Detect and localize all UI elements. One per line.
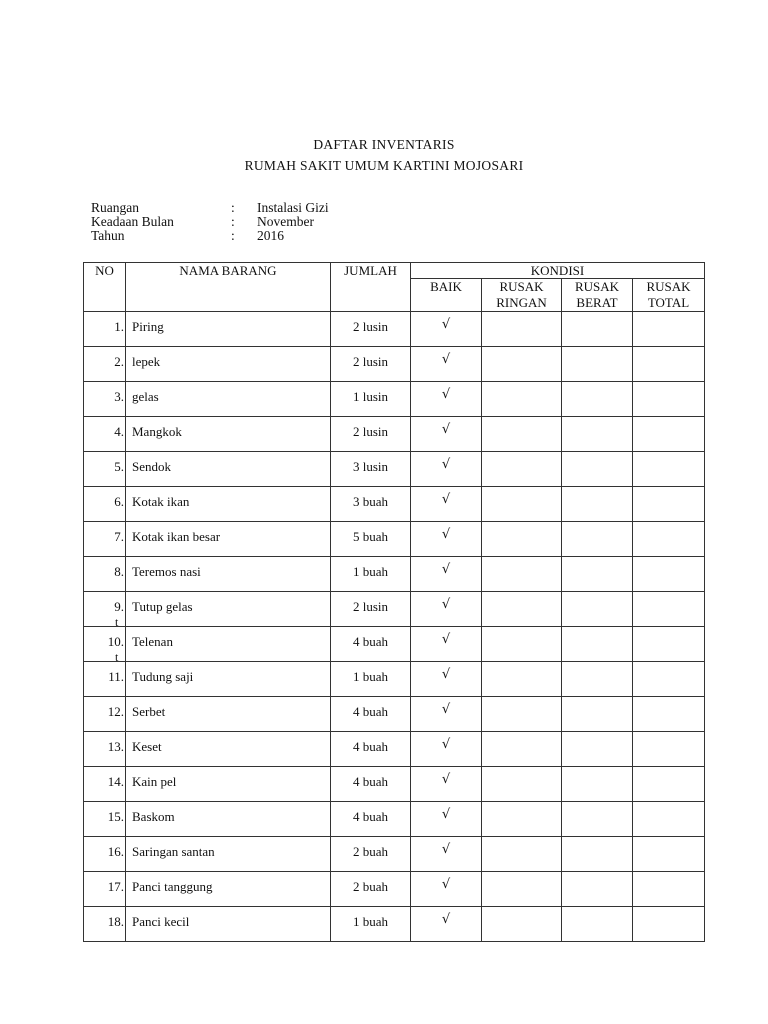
cell-rusak-ringan [482, 662, 562, 697]
cell-rusak-ringan [482, 487, 562, 522]
cell-baik [411, 697, 482, 732]
item-quantity: 1 buah [352, 914, 389, 929]
cell-nama-barang [126, 837, 331, 872]
cell-rusak-berat [562, 417, 633, 452]
cell-jumlah [331, 872, 411, 907]
item-name: lepek [132, 354, 161, 369]
meta-value: 2016 [257, 228, 284, 243]
cell-rusak-total [633, 767, 705, 802]
item-quantity: 1 buah [352, 669, 389, 684]
cell-rusak-total [633, 557, 705, 592]
table-row [84, 627, 705, 662]
item-quantity: 2 lusin [352, 599, 389, 614]
cell-rusak-ringan [482, 347, 562, 382]
item-name: Kotak ikan besar [132, 529, 221, 544]
meta-value: November [257, 214, 314, 229]
table-row [84, 592, 705, 627]
cell-no [84, 662, 126, 697]
cell-no [84, 347, 126, 382]
cell-baik [411, 522, 482, 557]
row-number: 16. [107, 844, 124, 859]
cell-baik [411, 347, 482, 382]
item-quantity: 2 buah [352, 879, 389, 894]
cell-rusak-ringan [482, 382, 562, 417]
table-row [84, 767, 705, 802]
cell-baik [411, 732, 482, 767]
cell-rusak-ringan [482, 767, 562, 802]
header-rusak-berat: RUSAK BERAT [562, 279, 633, 312]
cell-rusak-berat [562, 662, 633, 697]
cell-jumlah [331, 662, 411, 697]
document-subtitle: RUMAH SAKIT UMUM KARTINI MOJOSARI [244, 158, 524, 173]
cell-rusak-berat [562, 627, 633, 662]
item-name: Tudung saji [132, 669, 194, 684]
header-nama-barang: NAMA BARANG [126, 263, 331, 312]
table-row [84, 312, 705, 347]
cell-no [84, 592, 126, 627]
cell-rusak-ringan [482, 907, 562, 942]
check-mark-icon: √ [441, 632, 451, 647]
item-quantity: 5 buah [352, 529, 389, 544]
cell-nama-barang [126, 907, 331, 942]
cell-no [84, 767, 126, 802]
item-quantity: 4 buah [352, 774, 389, 789]
row-number: 13. [107, 739, 124, 754]
cell-no [84, 697, 126, 732]
cell-nama-barang [126, 347, 331, 382]
cell-rusak-berat [562, 312, 633, 347]
header-rusak-ringan: RUSAK RINGAN [482, 279, 562, 312]
check-mark-icon: √ [441, 667, 451, 682]
item-quantity: 2 lusin [352, 354, 389, 369]
cell-rusak-ringan [482, 802, 562, 837]
cell-jumlah [331, 627, 411, 662]
table-row [84, 417, 705, 452]
item-name: Saringan santan [132, 844, 215, 859]
table-row [84, 347, 705, 382]
row-number: 11. [108, 669, 124, 684]
header-no: NO [84, 263, 126, 312]
header-rusak-total: RUSAK TOTAL [633, 279, 705, 312]
check-mark-icon: √ [441, 597, 451, 612]
cell-rusak-berat [562, 487, 633, 522]
cell-rusak-berat [562, 802, 633, 837]
check-mark-icon: √ [441, 317, 451, 332]
table-row [84, 907, 705, 942]
cell-nama-barang [126, 697, 331, 732]
inventory-table [83, 262, 705, 942]
row-number: 8. [114, 564, 124, 579]
row-number-overflow: t [115, 615, 119, 627]
meta-label: Keadaan Bulan [91, 214, 174, 229]
row-number: 14. [107, 774, 124, 789]
cell-no [84, 487, 126, 522]
cell-rusak-total [633, 452, 705, 487]
cell-baik [411, 627, 482, 662]
cell-rusak-berat [562, 382, 633, 417]
item-quantity: 4 buah [352, 809, 389, 824]
table-row [84, 557, 705, 592]
cell-rusak-total [633, 592, 705, 627]
row-number: 4. [114, 424, 124, 439]
cell-no [84, 557, 126, 592]
cell-no [84, 837, 126, 872]
header-baik: BAIK [411, 279, 482, 312]
check-mark-icon: √ [441, 352, 451, 367]
cell-jumlah [331, 522, 411, 557]
item-name: Panci tanggung [132, 879, 213, 894]
cell-nama-barang [126, 627, 331, 662]
cell-rusak-berat [562, 522, 633, 557]
row-number: 18. [107, 914, 124, 929]
row-number-overflow: t [115, 650, 119, 662]
cell-rusak-ringan [482, 732, 562, 767]
cell-rusak-ringan [482, 627, 562, 662]
cell-rusak-berat [562, 452, 633, 487]
row-number: 15. [107, 809, 124, 824]
cell-baik [411, 592, 482, 627]
item-quantity: 4 buah [352, 739, 389, 754]
table-row [84, 837, 705, 872]
cell-jumlah [331, 837, 411, 872]
check-mark-icon: √ [441, 877, 451, 892]
cell-jumlah [331, 767, 411, 802]
cell-rusak-total [633, 627, 705, 662]
cell-rusak-ringan [482, 417, 562, 452]
row-number: 12. [107, 704, 124, 719]
cell-baik [411, 872, 482, 907]
table-header-row [84, 263, 705, 279]
cell-jumlah [331, 487, 411, 522]
item-name: Piring [132, 319, 164, 334]
cell-no [84, 522, 126, 557]
cell-no [84, 627, 126, 662]
cell-rusak-berat [562, 767, 633, 802]
row-number: 10. [107, 634, 124, 649]
cell-jumlah [331, 452, 411, 487]
item-name: Serbet [132, 704, 166, 719]
item-quantity: 4 buah [352, 634, 389, 649]
meta-label: Tahun [91, 228, 125, 243]
cell-nama-barang [126, 312, 331, 347]
cell-rusak-total [633, 697, 705, 732]
cell-rusak-ringan [482, 837, 562, 872]
table-row [84, 872, 705, 907]
check-mark-icon: √ [441, 527, 451, 542]
cell-rusak-total [633, 382, 705, 417]
cell-no [84, 382, 126, 417]
item-name: gelas [132, 389, 159, 404]
cell-nama-barang [126, 382, 331, 417]
cell-no [84, 872, 126, 907]
cell-jumlah [331, 347, 411, 382]
cell-rusak-berat [562, 347, 633, 382]
header-kondisi: KONDISI [411, 263, 705, 279]
cell-baik [411, 312, 482, 347]
check-mark-icon: √ [441, 807, 451, 822]
table-row [84, 487, 705, 522]
cell-baik [411, 662, 482, 697]
check-mark-icon: √ [441, 492, 451, 507]
row-number: 6. [114, 494, 124, 509]
table-row [84, 452, 705, 487]
cell-rusak-berat [562, 592, 633, 627]
cell-rusak-total [633, 802, 705, 837]
cell-jumlah [331, 732, 411, 767]
row-number: 2. [114, 354, 124, 369]
cell-baik [411, 557, 482, 592]
check-mark-icon: √ [441, 737, 451, 752]
item-quantity: 3 lusin [352, 459, 389, 474]
item-quantity: 2 buah [352, 844, 389, 859]
cell-rusak-ringan [482, 557, 562, 592]
cell-baik [411, 487, 482, 522]
cell-rusak-ringan [482, 522, 562, 557]
cell-nama-barang [126, 452, 331, 487]
cell-nama-barang [126, 662, 331, 697]
check-mark-icon: √ [441, 422, 451, 437]
table-row [84, 697, 705, 732]
check-mark-icon: √ [441, 387, 451, 402]
row-number: 9. [114, 599, 124, 614]
item-name: Kotak ikan [132, 494, 190, 509]
cell-baik [411, 452, 482, 487]
check-mark-icon: √ [441, 912, 451, 927]
cell-nama-barang [126, 802, 331, 837]
meta-colon: : [231, 228, 235, 243]
cell-baik [411, 802, 482, 837]
cell-nama-barang [126, 417, 331, 452]
table-row [84, 522, 705, 557]
cell-jumlah [331, 592, 411, 627]
cell-baik [411, 417, 482, 452]
row-number: 7. [114, 529, 124, 544]
cell-rusak-berat [562, 732, 633, 767]
header-jumlah: JUMLAH [331, 263, 411, 312]
row-number: 1. [114, 319, 124, 334]
cell-no [84, 802, 126, 837]
cell-baik [411, 907, 482, 942]
cell-rusak-total [633, 732, 705, 767]
cell-no [84, 732, 126, 767]
meta-colon: : [231, 214, 235, 229]
table-row [84, 662, 705, 697]
item-name: Sendok [132, 459, 171, 474]
cell-jumlah [331, 312, 411, 347]
cell-rusak-ringan [482, 872, 562, 907]
item-name: Tutup gelas [132, 599, 193, 614]
cell-rusak-total [633, 312, 705, 347]
cell-jumlah [331, 417, 411, 452]
cell-rusak-berat [562, 872, 633, 907]
cell-no [84, 907, 126, 942]
table-row [84, 732, 705, 767]
check-mark-icon: √ [441, 772, 451, 787]
item-quantity: 2 lusin [352, 424, 389, 439]
item-name: Telenan [132, 634, 173, 649]
cell-rusak-total [633, 907, 705, 942]
cell-baik [411, 382, 482, 417]
cell-rusak-berat [562, 557, 633, 592]
item-name: Panci kecil [132, 914, 190, 929]
item-quantity: 3 buah [352, 494, 389, 509]
cell-nama-barang [126, 557, 331, 592]
cell-rusak-total [633, 417, 705, 452]
item-quantity: 1 buah [352, 564, 389, 579]
cell-rusak-total [633, 662, 705, 697]
document-title: DAFTAR INVENTARIS [313, 137, 455, 152]
cell-nama-barang [126, 522, 331, 557]
meta-colon: : [231, 200, 235, 215]
check-mark-icon: √ [441, 842, 451, 857]
cell-no [84, 312, 126, 347]
item-name: Keset [132, 739, 162, 754]
meta-value: Instalasi Gizi [257, 200, 329, 215]
cell-jumlah [331, 697, 411, 732]
cell-no [84, 417, 126, 452]
item-quantity: 2 lusin [352, 319, 389, 334]
check-mark-icon: √ [441, 457, 451, 472]
row-number: 17. [107, 879, 124, 894]
cell-jumlah [331, 802, 411, 837]
cell-jumlah [331, 382, 411, 417]
cell-nama-barang [126, 487, 331, 522]
cell-baik [411, 767, 482, 802]
cell-rusak-ringan [482, 312, 562, 347]
cell-no [84, 452, 126, 487]
cell-rusak-berat [562, 837, 633, 872]
cell-rusak-berat [562, 907, 633, 942]
cell-rusak-ringan [482, 697, 562, 732]
cell-rusak-ringan [482, 592, 562, 627]
item-quantity: 1 lusin [352, 389, 389, 404]
check-mark-icon: √ [441, 702, 451, 717]
cell-nama-barang [126, 732, 331, 767]
item-name: Mangkok [132, 424, 182, 439]
check-mark-icon: √ [441, 562, 451, 577]
cell-rusak-total [633, 872, 705, 907]
row-number: 5. [114, 459, 124, 474]
item-quantity: 4 buah [352, 704, 389, 719]
cell-baik [411, 837, 482, 872]
cell-rusak-berat [562, 697, 633, 732]
cell-jumlah [331, 557, 411, 592]
cell-rusak-total [633, 487, 705, 522]
cell-nama-barang [126, 767, 331, 802]
cell-jumlah [331, 907, 411, 942]
cell-nama-barang [126, 592, 331, 627]
item-name: Kain pel [132, 774, 177, 789]
item-name: Baskom [132, 809, 175, 824]
cell-rusak-ringan [482, 452, 562, 487]
item-name: Teremos nasi [132, 564, 201, 579]
table-row [84, 802, 705, 837]
cell-rusak-total [633, 347, 705, 382]
meta-label: Ruangan [91, 200, 139, 215]
table-row [84, 382, 705, 417]
cell-nama-barang [126, 872, 331, 907]
cell-rusak-total [633, 522, 705, 557]
row-number: 3. [114, 389, 124, 404]
cell-rusak-total [633, 837, 705, 872]
